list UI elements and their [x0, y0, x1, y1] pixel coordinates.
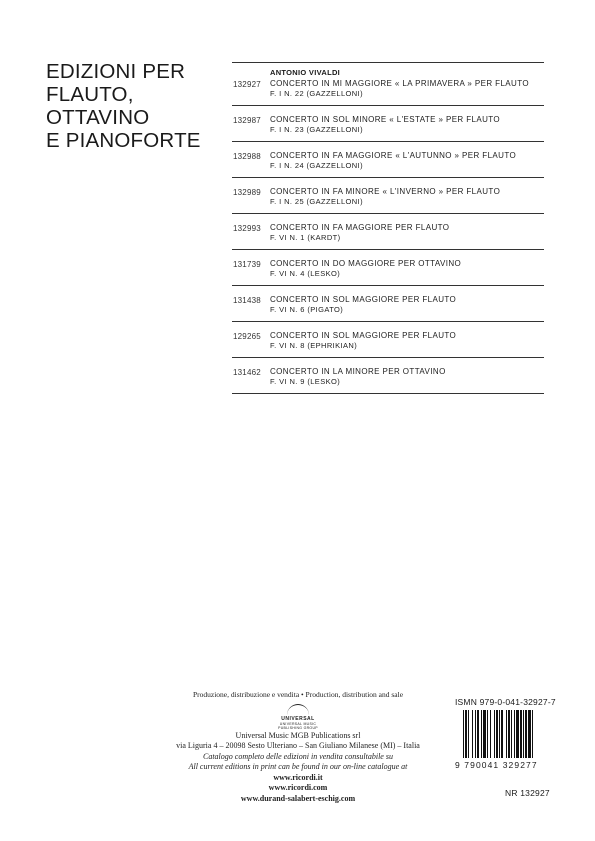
barcode-bar — [494, 710, 495, 758]
entry-title: CONCERTO IN SOL MAGGIORE PER FLAUTO — [270, 295, 457, 304]
barcode-bar — [501, 710, 503, 758]
title-line: FLAUTO, — [46, 83, 134, 106]
globe-icon — [287, 704, 309, 716]
title-line: EDIZIONI PER — [46, 60, 186, 83]
barcode-bar — [506, 710, 507, 758]
barcode-bar — [483, 710, 486, 758]
logo-subtitle: UNIVERSAL MUSIC PUBLISHING GROUP — [278, 721, 318, 730]
entry-code: 131462 — [233, 368, 261, 377]
barcode-bar — [523, 710, 524, 758]
barcode-bar — [508, 710, 510, 758]
entry-code: 132987 — [233, 116, 261, 125]
entry-catalog-number: F. I N. 24 (GAZZELLONI) — [270, 161, 363, 170]
barcode — [462, 710, 562, 758]
entry-title: CONCERTO IN FA MAGGIORE PER FLAUTO — [270, 223, 450, 232]
catalog-note-english: All current editions in print can be found in our on-line catalogue at — [188, 762, 408, 771]
entry-title: CONCERTO IN SOL MINORE « L'ESTATE » PER FLAUTO — [270, 115, 501, 124]
production-line: Produzione, distribuzione e vendita • Production, distribution and sale — [192, 690, 404, 699]
website-link[interactable]: www.ricordi.com — [268, 783, 328, 792]
logo-brand: UNIVERSAL — [281, 715, 315, 722]
catalog-list — [232, 62, 544, 394]
catalog-entry — [232, 178, 544, 214]
entry-title: CONCERTO IN MI MAGGIORE « LA PRIMAVERA » PER FLAUTO — [270, 79, 529, 88]
website-link[interactable]: www.durand-salabert-eschig.com — [240, 793, 356, 803]
barcode-bar — [475, 710, 476, 758]
barcode-bar — [511, 710, 512, 758]
entry-code: 131438 — [233, 296, 261, 305]
entry-code: 131739 — [233, 260, 261, 269]
barcode-bar — [468, 710, 469, 758]
catalog-entry — [232, 322, 544, 358]
barcode-bar — [520, 710, 522, 758]
catalog-entry — [232, 250, 544, 286]
barcode-bar — [514, 710, 515, 758]
barcode-bar — [487, 710, 488, 758]
entry-code: 129265 — [233, 332, 261, 341]
entry-code: 132993 — [233, 224, 261, 233]
company-name: Universal Music MGB Publications srl — [235, 730, 361, 740]
entry-catalog-number: F. VI N. 6 (PIGATO) — [270, 305, 344, 314]
barcode-bar — [481, 710, 482, 758]
catalog-entry — [232, 63, 544, 106]
barcode-bar — [525, 710, 527, 758]
barcode-bar — [528, 710, 531, 758]
title-line: E PIANOFORTE — [46, 129, 201, 152]
barcode-bar — [465, 710, 467, 758]
entry-catalog-number: F. I N. 22 (GAZZELLONI) — [270, 89, 363, 98]
publisher-footer — [160, 690, 436, 804]
barcode-number: 9 790041 329277 — [455, 760, 538, 770]
entry-catalog-number: F. VI N. 4 (LESKO) — [270, 269, 341, 278]
barcode-bar — [499, 710, 500, 758]
catalog-entry — [232, 106, 544, 142]
entry-title: CONCERTO IN SOL MAGGIORE PER FLAUTO — [270, 331, 457, 340]
entry-catalog-number: F. VI N. 1 (KARDT) — [270, 233, 341, 242]
ismn-label: ISMN 979-0-041-32927-7 — [455, 697, 556, 707]
barcode-bar — [472, 710, 473, 758]
catalog-nr: NR 132927 — [505, 788, 550, 798]
barcode-bar — [516, 710, 519, 758]
entry-catalog-number: F. I N. 25 (GAZZELLONI) — [270, 197, 363, 206]
catalog-entry — [232, 142, 544, 178]
entry-catalog-number: F. I N. 23 (GAZZELLONI) — [270, 125, 363, 134]
entry-title: CONCERTO IN FA MAGGIORE « L'AUTUNNO » PER FLAUTO — [270, 151, 517, 160]
entry-title: CONCERTO IN LA MINORE PER OTTAVINO — [270, 367, 446, 376]
entry-code: 132989 — [233, 188, 261, 197]
entry-code: 132927 — [233, 80, 261, 89]
barcode-bar — [496, 710, 498, 758]
entry-catalog-number: F. VI N. 9 (LESKO) — [270, 377, 341, 386]
universal-logo — [268, 704, 328, 730]
entry-title: CONCERTO IN DO MAGGIORE PER OTTAVINO — [270, 259, 462, 268]
title-line: OTTAVINO — [46, 106, 150, 129]
barcode-bar — [477, 710, 479, 758]
composer-name: ANTONIO VIVALDI — [270, 68, 341, 77]
catalog-entry — [232, 358, 544, 394]
entry-catalog-number: F. VI N. 8 (EPHRIKIAN) — [270, 341, 358, 350]
catalog-note-italian: Catalogo completo delle edizioni in vendita consultabile su — [203, 751, 393, 761]
catalog-entry — [232, 214, 544, 250]
barcode-bar — [532, 710, 533, 758]
barcode-bar — [490, 710, 491, 758]
barcode-bar — [463, 710, 464, 758]
website-link[interactable]: www.ricordi.it — [273, 772, 323, 782]
entry-code: 132988 — [233, 152, 261, 161]
catalog-entry — [232, 286, 544, 322]
entry-title: CONCERTO IN FA MINORE « L'INVERNO » PER FLAUTO — [270, 187, 501, 196]
edition-title — [46, 60, 226, 152]
company-address: via Liguria 4 – 20098 Sesto Ulteriano – San Giuliano Milanese (MI) – Italia — [176, 741, 420, 750]
